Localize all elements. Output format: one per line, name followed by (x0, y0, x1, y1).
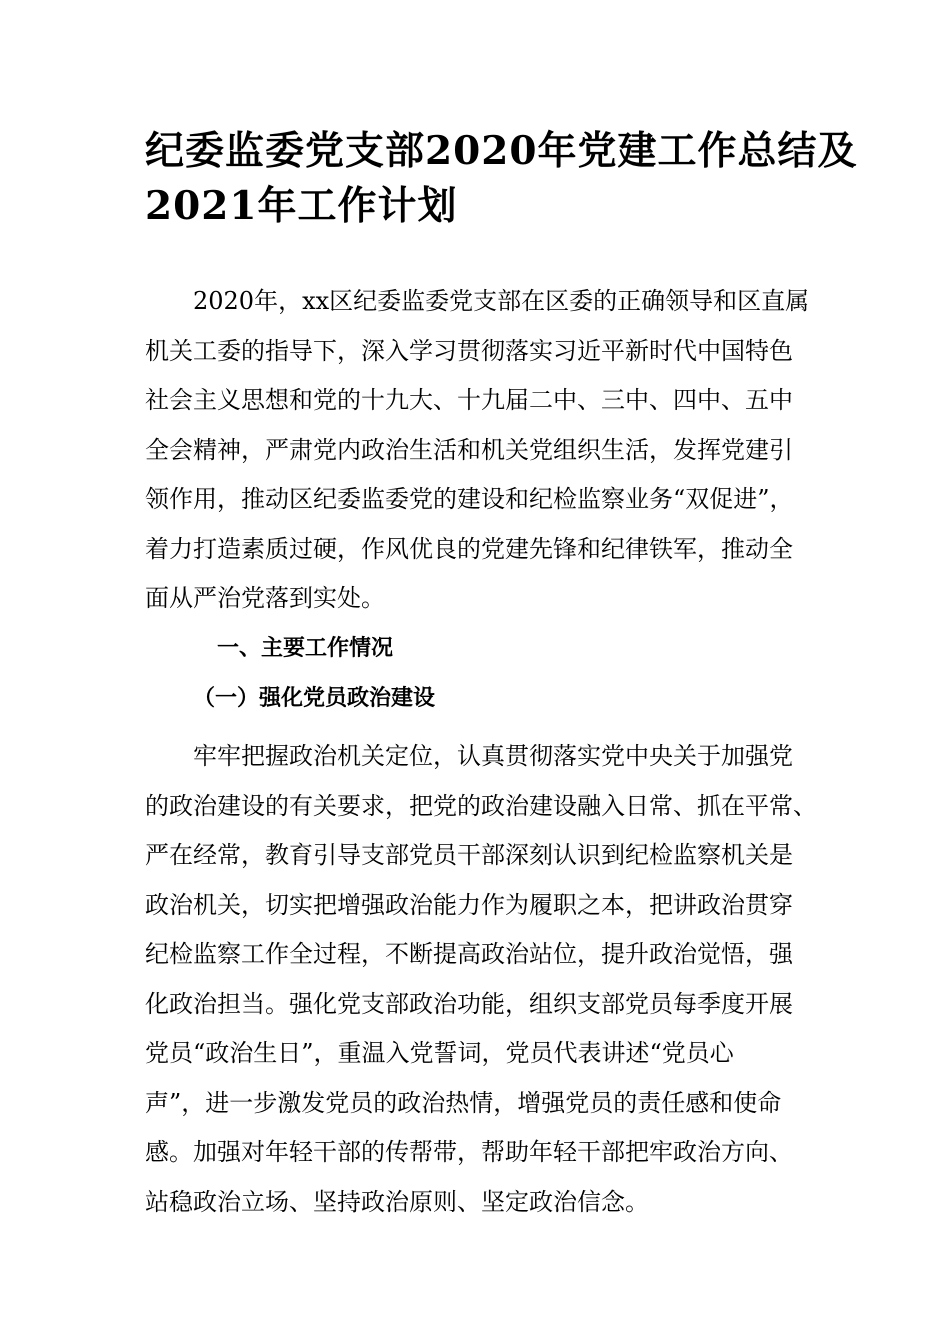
paragraph-line: 声”，进一步激发党员的政治热情，增强党员的责任感和使命 (145, 1088, 782, 1117)
paragraph-line: 全会精神，严肃党内政治生活和机关党组织生活，发挥党建引 (145, 435, 793, 464)
paragraph-line: 严在经常，教育引导支部党员干部深刻认识到纪检监察机关是 (145, 841, 793, 869)
paragraph-line: 面从严治党落到实处。 (145, 584, 385, 612)
paragraph-line: 社会主义思想和党的十九大、十九届二中、三中、四中、五中 (145, 386, 793, 414)
paragraph-line: 政治机关，切实把增强政治能力作为履职之本，把讲政治贯穿 (145, 890, 793, 919)
section-heading: 一、主要工作情况 (217, 636, 394, 661)
title-line: 纪委监委党支部2020年党建工作总结及 (145, 128, 858, 174)
title-line: 2021年工作计划 (145, 183, 458, 229)
paragraph-line: 着力打造素质过硬，作风优良的党建先锋和纪律铁军，推动全 (145, 534, 793, 563)
paragraph-line: 化政治担当。强化党支部政治功能，组织支部党员每季度开展 (145, 989, 793, 1018)
paragraph-line: 机关工委的指导下，深入学习贯彻落实习近平新时代中国特色 (145, 336, 793, 365)
document-title (145, 124, 858, 234)
paragraph-line: 党员“政治生日”，重温入党誓词，党员代表讲述“党员心 (145, 1039, 734, 1067)
paragraph-line: 2020年，xx区纪委监委党支部在区委的正确领导和区直属 (193, 287, 810, 315)
body-paragraph (145, 732, 835, 1227)
intro-paragraph (145, 277, 835, 624)
paragraph-line: 牢牢把握政治机关定位，认真贯彻落实党中央关于加强党 (193, 742, 793, 770)
paragraph-line: 的政治建设的有关要求，把党的政治建设融入日常、抓在平常、 (145, 791, 817, 820)
paragraph-line: 站稳政治立场、坚持政治原则、坚定政治信念。 (145, 1187, 649, 1216)
paragraph-line: 领作用，推动区纪委监委党的建设和纪检监察业务“双促进”， (145, 485, 794, 513)
paragraph-line: 感。加强对年轻干部的传帮带，帮助年轻干部把牢政治方向、 (145, 1138, 793, 1166)
subsection-heading: （一）强化党员政治建设 (193, 686, 436, 711)
paragraph-line: 纪检监察工作全过程，不断提高政治站位，提升政治觉悟，强 (145, 940, 793, 968)
